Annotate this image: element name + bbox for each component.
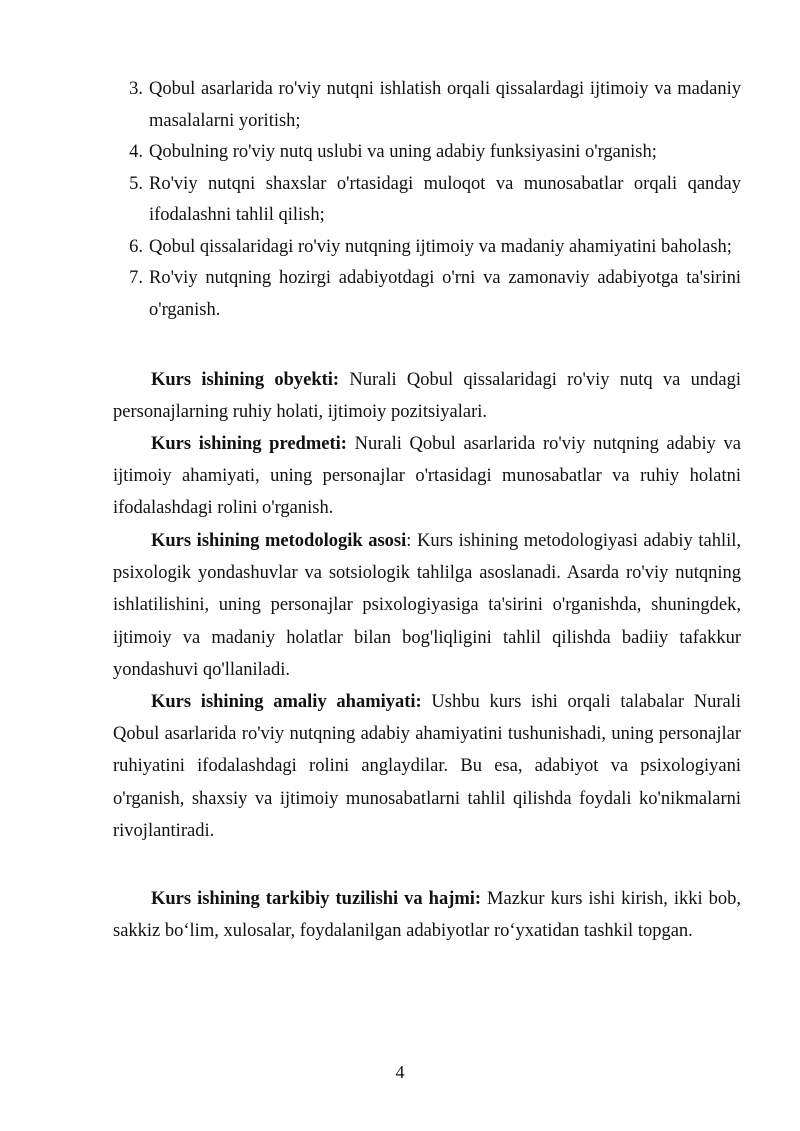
list-item-text: Ro'viy nutqni shaxslar o'rtasidagi muloqot va munosabatlar orqali qanday ifodalashni tahlil qilish; <box>149 173 741 225</box>
list-item <box>113 137 741 169</box>
list-item-number: 6. <box>129 236 143 257</box>
task-list <box>113 74 741 326</box>
list-item-number: 7. <box>129 268 143 288</box>
list-item-text: Qobul qissalaridagi ro'viy nutqning ijtimoiy va madaniy ahamiyatini baholash; <box>149 236 732 257</box>
practical-significance-paragraph <box>113 686 741 847</box>
list-item-text: Qobul asarlarida ro'viy nutqni ishlatish orqali qissalardagi ijtimoiy va madaniy masalalarni yoritish; <box>149 79 741 131</box>
list-item <box>113 232 741 264</box>
page-number: 4 <box>395 1062 405 1082</box>
list-item-number: 4. <box>129 142 143 162</box>
practical-significance-text: Ushbu kurs ishi orqali talabalar Nurali Qobul asarlarida ro'viy nutqning adabiy ahamiyatini tushunishadi, uning personajlar ruhiyatini ifodalashdagi rolini anglaydilar. Bu esa, adabiyot va psixologiyani o'rganish, shaxsiy va ijtimoiy munosabatlarni tahlil qilishda foydali ko'nikmalarni rivojlantiradi. <box>113 692 741 841</box>
structure-text: Mazkur kurs ishi kirish, ikki bob, sakkiz bo‘lim, xulosalar, foydalanilgan adabiyotlar ro‘yxatidan tashkil topgan. <box>113 889 741 942</box>
list-item <box>113 74 741 137</box>
object-paragraph <box>113 364 741 428</box>
structure-paragraph <box>113 883 741 947</box>
methodology-paragraph <box>113 525 741 686</box>
list-item <box>113 169 741 232</box>
object-text: Nurali Qobul qissalaridagi ro'viy nutq va undagi personajlarning ruhiy holati, ijtimoiy pozitsiyalari. <box>113 370 741 423</box>
list-item-number: 5. <box>129 173 143 194</box>
list-item-text: Ro'viy nutqning hozirgi adabiyotdagi o'rni va zamonaviy adabiyotga ta'sirini o'rganish. <box>149 268 741 320</box>
list-item <box>113 263 741 326</box>
list-item-text: Qobulning ro'viy nutq uslubi va uning adabiy funksiyasini o'rganish; <box>149 142 657 162</box>
subject-text: Nurali Qobul asarlarida ro'viy nutqning adabiy va ijtimoiy ahamiyati, uning personajlar o'rtasidagi munosabatlar va ruhiy holatni ifodalashdagi rolini o'rganish. <box>113 434 741 519</box>
practical-significance-label: Kurs ishining amaliy ahamiyati: <box>151 692 422 712</box>
object-label: Kurs ishining obyekti: <box>151 370 340 390</box>
methodology-text: : Kurs ishining metodologiyasi adabiy tahlil, psixologik yondashuvlar va sotsiologik tahlilga asoslanadi. Asarda ro'viy nutqning ishlatilishini, uning personajlar psixologiyasiga ta'sirini o'rganishda, shuningdek, ijtimoiy va madaniy holatlar bilan bog'liqligini tahlil qilishda badiiy tafakkur yondashuvi qo'llaniladi. <box>113 531 741 680</box>
list-item-number: 3. <box>129 79 143 99</box>
subject-label: Kurs ishining predmeti: <box>151 434 347 454</box>
subject-paragraph <box>113 428 741 525</box>
methodology-label: Kurs ishining metodologik asosi <box>151 531 407 551</box>
structure-label: Kurs ishining tarkibiy tuzilishi va hajmi: <box>151 889 482 909</box>
